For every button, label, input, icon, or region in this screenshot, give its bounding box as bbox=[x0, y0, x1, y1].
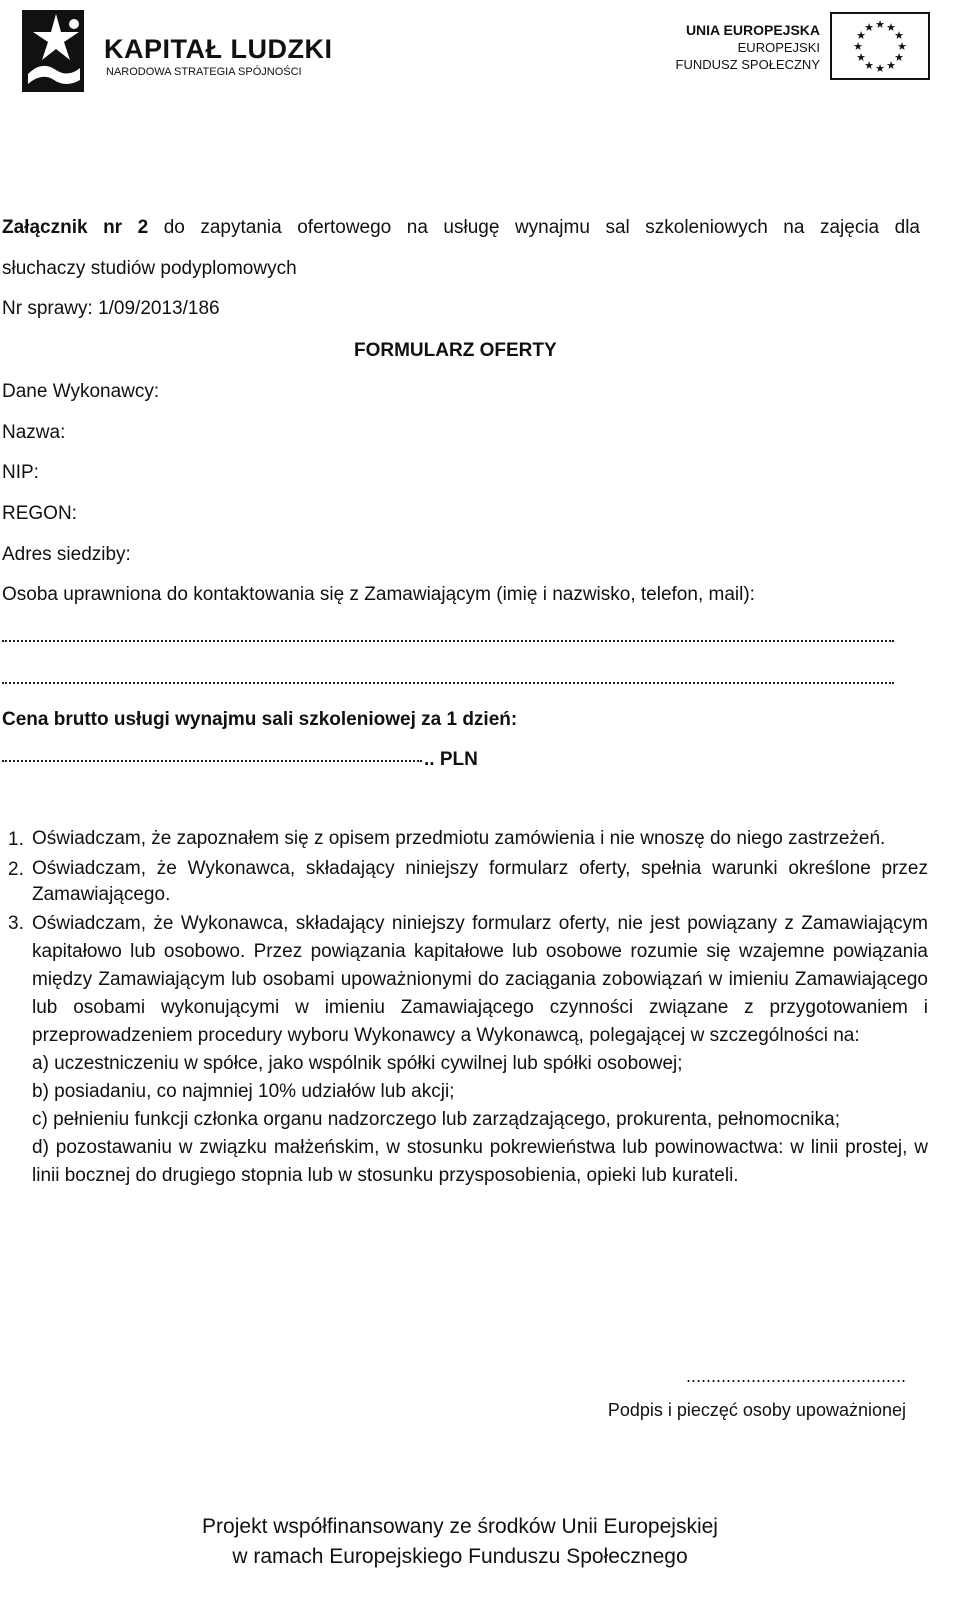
price-label: Cena brutto usługi wynajmu sali szkoleniowej za 1 dzień: bbox=[2, 709, 518, 730]
declaration-text: Oświadczam, że Wykonawca, składający niniejszy formularz oferty, spełnia warunki określone przez Zamawiającego. bbox=[32, 858, 928, 905]
sub-item-d: d) pozostawaniu w związku małżeńskim, w stosunku pokrewieństwa lub powinowactwa: w linii prostej, w linii bocznej do drugiego stopnia lub w stosunku przysposobienia, opieki lub kurateli. bbox=[32, 1137, 928, 1186]
footer-line-2: w ramach Europejskiego Funduszu Społecznego bbox=[232, 1545, 688, 1568]
declaration-sub-list bbox=[8, 1050, 928, 1190]
contractor-data-label: Dane Wykonawcy: bbox=[2, 381, 160, 402]
address-label: Adres siedziby: bbox=[2, 544, 131, 565]
svg-text:★: ★ bbox=[864, 21, 874, 34]
intro-line-1 bbox=[2, 216, 920, 240]
svg-text:★: ★ bbox=[875, 62, 885, 75]
declaration-item-2 bbox=[8, 856, 928, 908]
declaration-number: 1. bbox=[8, 829, 24, 850]
case-number: Nr sprawy: 1/09/2013/186 bbox=[2, 298, 220, 319]
price-fill-line[interactable] bbox=[2, 758, 422, 762]
kapital-ludzki-logo bbox=[22, 4, 333, 94]
declaration-number: 3. bbox=[8, 913, 24, 934]
footer-line-1: Projekt współfinansowany ze środków Unii Europejskiej bbox=[202, 1515, 718, 1538]
signature-label: Podpis i pieczęć osoby upoważnionej bbox=[607, 1400, 906, 1420]
svg-text:★: ★ bbox=[897, 40, 907, 53]
contact-person-label: Osoba uprawniona do kontaktowania się z Zamawiającym (imię i nazwisko, telefon, mail): bbox=[2, 584, 755, 605]
contact-fill-line-2[interactable] bbox=[2, 680, 894, 684]
name-label: Nazwa: bbox=[2, 422, 66, 443]
eu-logo-line1: UNIA EUROPEJSKA bbox=[685, 22, 820, 38]
attachment-description: do zapytania ofertowego na usługę wynajmu sal szkoleniowych na zajęcia dla bbox=[148, 217, 920, 238]
intro-line-2: słuchaczy studiów podyplomowych bbox=[2, 258, 297, 279]
eu-logo bbox=[675, 12, 940, 84]
declaration-number: 2. bbox=[8, 859, 24, 880]
declaration-text: Oświadczam, że Wykonawca, składający niniejszy formularz oferty, nie jest powiązany z Zamawiającym kapitałowo lub osobowo. Przez powiązania kapitałowe lub osobowe rozumie się wzajemne powiązania między Zamawiającym lub osobami upoważnionymi do zaciągania zobowiązań w imieniu Zamawiającego lub osobami wykonującymi w imieniu Zamawiającego czynności związane z przygotowaniem i przeprowadzeniem procedury wyboru Wykonawcy a Wykonawcą, polegającej w szczególności na: bbox=[32, 913, 928, 1046]
eu-logo-line3: FUNDUSZ SPOŁECZNY bbox=[675, 57, 820, 72]
declaration-item-1 bbox=[8, 826, 928, 854]
kapital-ludzki-star-logo-icon bbox=[22, 4, 84, 92]
declaration-text: Oświadczam, że zapoznałem się z opisem przedmiotu zamówienia i nie wnoszę do niego zastrzeżeń. bbox=[32, 828, 886, 849]
eu-flag-icon bbox=[830, 12, 930, 80]
svg-text:★: ★ bbox=[886, 21, 896, 34]
regon-label: REGON: bbox=[2, 503, 77, 524]
price-currency: .. PLN bbox=[424, 749, 478, 770]
sub-item-a: a) uczestniczeniu w spółce, jako wspólnik spółki cywilnej lub spółki osobowej; bbox=[32, 1053, 683, 1074]
declarations-list bbox=[8, 826, 928, 1190]
kapital-ludzki-subtitle: NARODOWA STRATEGIA SPÓJNOŚCI bbox=[106, 66, 302, 78]
footer bbox=[160, 1512, 760, 1572]
svg-text:★: ★ bbox=[853, 40, 863, 53]
sub-item-c: c) pełnieniu funkcji członka organu nadzorczego lub zarządzającego, prokurenta, pełnomocnika; bbox=[32, 1109, 840, 1130]
eu-logo-line2: EUROPEJSKI bbox=[737, 40, 820, 55]
kapital-ludzki-title: KAPITAŁ LUDZKI bbox=[104, 34, 333, 64]
svg-text:★: ★ bbox=[894, 29, 904, 42]
contact-fill-line-1[interactable] bbox=[2, 638, 894, 642]
svg-text:★: ★ bbox=[894, 51, 904, 64]
signature-dots[interactable]: ............................................ bbox=[685, 1366, 906, 1386]
svg-text:★: ★ bbox=[864, 59, 874, 72]
declaration-item-3 bbox=[8, 910, 928, 1050]
svg-text:★: ★ bbox=[875, 18, 885, 31]
nip-label: NIP: bbox=[2, 462, 39, 483]
sub-item-b: b) posiadaniu, co najmniej 10% udziałów lub akcji; bbox=[32, 1081, 455, 1102]
svg-text:★: ★ bbox=[856, 51, 866, 64]
price-field[interactable] bbox=[2, 748, 478, 772]
svg-text:★: ★ bbox=[856, 29, 866, 42]
form-title: FORMULARZ OFERTY bbox=[354, 340, 557, 361]
attachment-label: Załącznik nr 2 bbox=[2, 217, 149, 238]
svg-text:★: ★ bbox=[886, 59, 896, 72]
